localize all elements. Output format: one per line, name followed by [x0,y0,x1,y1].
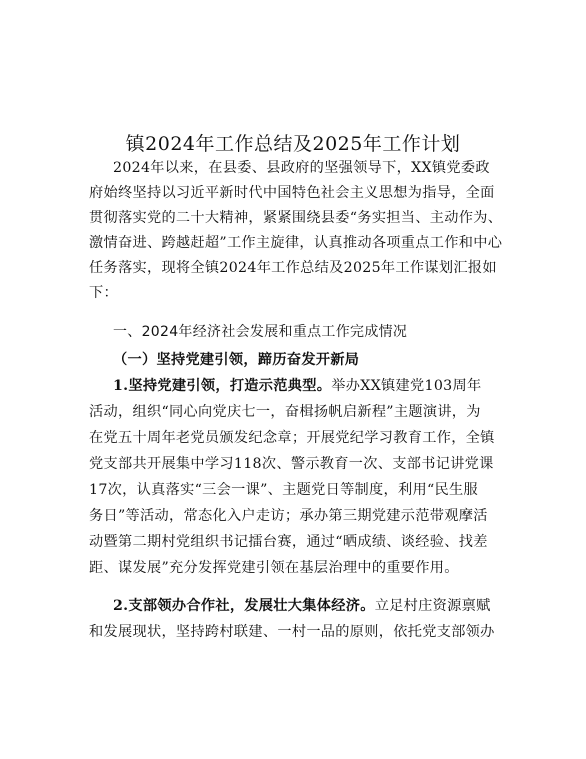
item1-line: 距、谋发展”充分发挥党建引领在基层治理中的重要作用。 [89,560,459,576]
item1-line: 务日”等活动，常态化入户走访；承办第三期党建示范带观摩活 [89,508,488,524]
section-heading: 一、2024年经济社会发展和重点工作完成情况 [113,324,408,340]
item2-first-line-rest: 立足村庄资源禀赋 [374,598,491,614]
document-title: 镇2024年工作总结及2025年工作计划 [125,133,461,155]
item1-line: 17次，认真落实“三会一课”、主题党日等制度，利用“民生服 [89,482,479,498]
intro-line: 任务落实，现将全镇2024年工作总结及2025年工作谋划汇报如 [89,260,497,276]
item1-line: 党支部共开展集中学习118次、警示教育一次、支部书记讲党课 [89,456,494,472]
intro-line: 贯彻落实党的二十大精神，紧紧围绕县委“务实担当、主动作为、 [89,210,503,226]
subsection-heading: （一）坚持党建引领，蹄历奋发开新局 [113,352,360,368]
intro-line: 府始终坚持以习近平新时代中国特色社会主义思想为指导，全面 [89,185,495,201]
item1-first-line [113,376,481,396]
item1-line: 在党五十周年老党员颁发纪念章；开展党纪学习教育工作，全镇 [89,430,495,446]
item1-line: 活动，组织“同心向党庆七一，奋楫扬帆启新程”主题演讲，为 [89,404,481,420]
item1-line: 动暨第二期村党组织书记擂台赛，通过“晒成绩、谈经验、找差 [89,534,488,550]
item2-line: 和发展现状，坚持跨村联建、一村一品的原则，依托党支部领办 [89,624,495,640]
intro-line: 2024年以来，在县委、县政府的坚强领导下，XX镇党委政 [113,160,490,176]
item1-first-line-rest: 举办XX镇建党103周年 [331,378,482,394]
item1-lead: 1.坚持党建引领，打造示范典型。 [113,378,332,394]
intro-line: 下： [89,285,118,301]
item2-lead: 2.支部领办合作社，发展壮大集体经济。 [113,598,375,614]
intro-line: 激情奋进、跨越赶超”工作主旋律，认真推动各项重点工作和中心 [89,235,503,251]
item2-first-line [113,596,491,616]
